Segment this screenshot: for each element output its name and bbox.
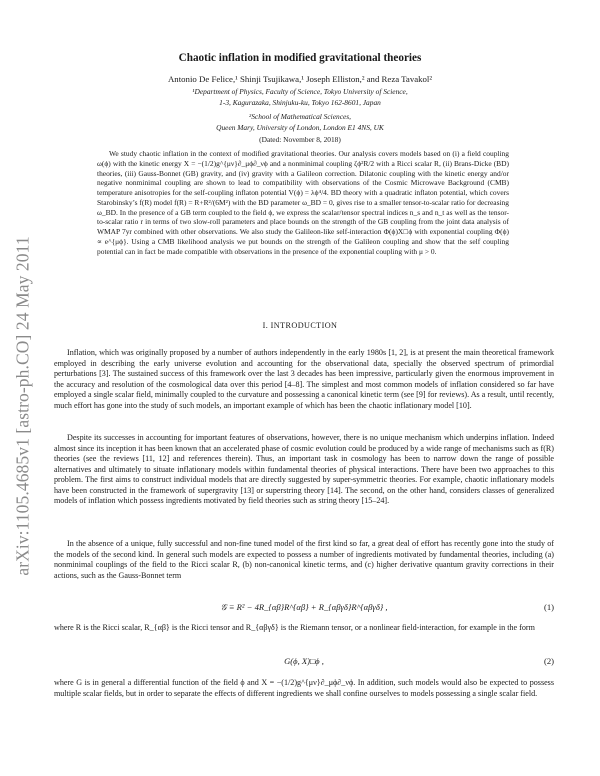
equation-number: (2) xyxy=(543,656,554,666)
body-paragraph: Inflation, which was originally proposed by a number of authors independently in the early 1980s [1, 2], is at present the main theoretical framework employed in describing the early universe evolution and accounting for the observational data, specially the observed spectrum of primordial perturbations [3]. The sustained success of this framework over the last 3 decades has been impressive, particularly given the enormous improvement in the accuracy and resolution of the cosmological data over this period [4–8]. The simplest and most common models of inflation considered so far have employed a single scalar field, minimally coupled to the curvature and possessing a canonical kinetic term (see [9] for reviews). As a result, until recently, much effort has gone into the study of such models, an important example of which has been the chaotic inflationary model [10]. xyxy=(54,348,554,410)
equation-body: 𝒢 ≡ R² − 4R_{αβ}R^{αβ} + R_{αβγδ}R^{αβγδ} , xyxy=(220,602,388,612)
arxiv-identifier: arXiv:1105.4685v1 [astro-ph.CO] 24 May 2011 xyxy=(12,236,33,576)
body-paragraph: where G is in general a differential function of the field ϕ and X = −(1/2)g^{μν}∂_μϕ∂_νϕ. In addition, such models would also be expected to possess multiple scalar fields, but in order to separate the effects of different ingredients we shall confine ourselves to models possessing a single scalar field. xyxy=(54,678,554,698)
equation-body: G(ϕ, X)□ϕ , xyxy=(284,656,324,666)
body-paragraph: In the absence of a unique, fully successful and non-fine tuned model of the first kind so far, a great deal of effort has recently gone into the study of the models of the second kind. In general such models are expected to possess a number of ingredients motivated by fundamental theories, including (a) nonminimal couplings of the field to the Ricci scalar R, (b) non-canonical kinetic terms, and (c) higher derivative quantum gravity corrections in their actions, such as the Gauss-Bonnet term xyxy=(54,539,554,580)
equation-2 xyxy=(54,656,554,668)
affiliation-line: Queen Mary, University of London, London E1 4NS, UK xyxy=(216,123,384,132)
section-heading: I. INTRODUCTION xyxy=(262,321,338,330)
dated-line: (Dated: November 8, 2018) xyxy=(259,135,341,144)
body-paragraph: Despite its successes in accounting for important features of observations, however, there is no unique mechanism which underpins inflation. Indeed almost since its inception it has been known that an accelerated phase of cosmic evolution could be produced by a wide range of mechanisms such as f(R) theories (see the reviews [11, 12] and references therein). Thus, an important task in cosmology has been to narrow down the range of possible alternatives and ultimately to situate inflationary models within fundamental theories of physical interactions. There have been two approaches to this problem. The first aims to construct individual models that are directly suggested by super-symmetric theories. For example, chaotic inflationary models have been constructed in the framework of supergravity [13] or superstring theory [14]. The second, on the other hand, considers classes of generalized models of inflation which possess ingredients motivated by field theories such as string theory [15–24]. xyxy=(54,433,554,506)
abstract: We study chaotic inflation in the context of modified gravitational theories. Our analysis covers models based on (i) a field coupling ω(ϕ) with the kinetic energy X = −(1/2)g^{μν}∂_μϕ∂_νϕ and a nonminimal coupling ζϕ²R/2 with a Ricci scalar R, (ii) Brans-Dicke (BD) theories, (iii) Gauss-Bonnet (GB) gravity, and (iv) gravity with a Galileon correction. Dilatonic coupling with the kinetic energy and/or negative nonminimal coupling are shown to lead to compatibility with observations of the Cosmic Microwave Background (CMB) temperature anisotropies for the self-coupling inflaton potential V(ϕ) = λϕ⁴/4. BD theory with a quadratic inflaton potential, which covers Starobinsky’s f(R) model f(R) = R+R²/(6M²) with the BD parameter ω_BD = 0, gives rise to a smaller tensor-to-scalar ratio for decreasing ω_BD. In the presence of a GB term coupled to the field ϕ, we express the scalar/tensor spectral indices n_s and n_t as well as the tensor-to-scalar ratio r in terms of two slow-roll parameters and place bounds on the strength of the GB coupling from the joint data analysis of WMAP 7yr combined with other observations. We also study the Galileon-like self-interaction Φ(ϕ)X□ϕ with exponential coupling Φ(ϕ) ∝ e^{μϕ}. Using a CMB likelihood analysis we put bounds on the strength of the Galileon coupling and show that the self coupling potential can in fact be made compatible with observations in the presence of the exponential coupling with μ > 0. xyxy=(97,149,509,256)
author-list: Antonio De Felice,¹ Shinji Tsujikawa,¹ Joseph Elliston,² and Reza Tavakol² xyxy=(167,74,433,84)
body-paragraph: where R is the Ricci scalar, R_{αβ} is the Ricci tensor and R_{αβγδ} is the Riemann tensor, or a nonlinear field-interaction, for example in the form xyxy=(54,623,535,632)
affiliation-line: ²School of Mathematical Sciences, xyxy=(249,112,351,121)
affiliation-line: ¹Department of Physics, Faculty of Science, Tokyo University of Science, xyxy=(192,87,408,96)
equation-1 xyxy=(54,602,554,614)
paper-title: Chaotic inflation in modified gravitational theories xyxy=(178,52,422,64)
affiliation-line: 1-3, Kagurazaka, Shinjuku-ku, Tokyo 162-8601, Japan xyxy=(219,98,381,107)
equation-number: (1) xyxy=(543,602,554,612)
arxiv-sidebar-stamp xyxy=(8,196,38,616)
